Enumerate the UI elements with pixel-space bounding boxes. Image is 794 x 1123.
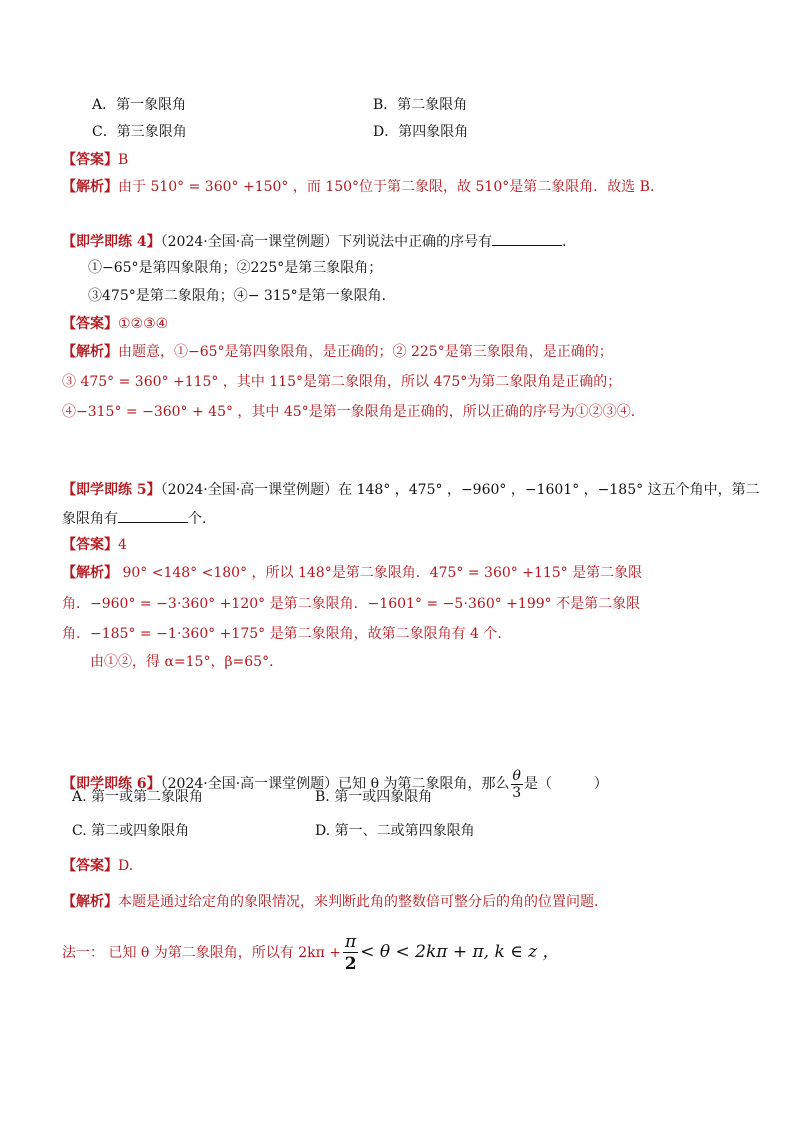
q6-answer: D. — [118, 858, 134, 874]
q6-source: （2024·全国·高一课堂例题） — [160, 776, 339, 792]
q4-stem: 下列说法中正确的序号有 — [338, 234, 493, 250]
q3-option-d: D．第四象限角 — [373, 124, 469, 140]
q5-stem-line — [62, 480, 760, 500]
fraction-numerator: θ — [512, 767, 521, 784]
q3-answer-line — [62, 150, 128, 170]
q4-analysis-1: 由题意，①−65°是第四象限角，是正确的；② 225°是第三象限角，是正确的； — [118, 344, 613, 360]
q6-method-a: 法一： 已知 θ 为第二象限角，所以有 2kπ + — [62, 945, 342, 961]
analysis-tag: 【解析】 — [62, 344, 118, 360]
q5-analysis-1: 90° <148° <180° ，所以 148°是第二象限角．475° = 360° +115° 是第二象限 — [118, 565, 643, 581]
theta-over-3-fraction — [511, 768, 523, 801]
q6-option-b: B. 第一或四象限角 — [315, 789, 433, 805]
fraction-numerator: π — [345, 931, 357, 952]
q6-method-b: < θ < 2kπ + π, k ∈ z ， — [360, 942, 560, 962]
q4-item-line-1: ①−65°是第四象限角；②225°是第三象限角； — [88, 260, 383, 276]
q4-tag: 【即学即练 4】 — [62, 234, 161, 250]
answer-tag: 【答案】 — [62, 316, 118, 332]
q4-analysis-line-1 — [62, 342, 613, 362]
q3-option-a: A．第一象限角 — [92, 97, 187, 113]
fraction-denominator: 2 — [344, 953, 357, 974]
q5-analysis-line-4: 由①②，得 α=15°，β=65°． — [90, 654, 284, 670]
q5-analysis-line-3: 角．−185° = −1⋅360° +175° 是第二象限角，故第二象限角有 4 个． — [62, 626, 512, 642]
answer-tag: 【答案】 — [62, 537, 118, 553]
q3-option-b: B．第二象限角 — [373, 97, 468, 113]
q5-source: （2024·全国·高一课堂例题） — [160, 482, 339, 498]
answer-tag: 【答案】 — [62, 152, 118, 168]
pi-over-2-fraction — [343, 932, 358, 975]
q4-item-line-2: ③475°是第二象限角；④− 315°是第一象限角． — [88, 288, 396, 304]
q3-answer: B — [118, 152, 129, 168]
q4-answer-line — [62, 314, 168, 334]
q6-tag: 【即学即练 6】 — [62, 776, 161, 792]
q6-stem-b: 是（ ） — [523, 776, 608, 792]
q6-stem-a: 已知 θ 为第二象限角，那么 — [338, 776, 510, 792]
q3-analysis-line — [62, 177, 664, 197]
q3-option-c: C．第三象限角 — [92, 124, 187, 140]
q6-method-line — [62, 924, 560, 980]
q5-stem-2a: 象限角有 — [62, 511, 118, 527]
q4-stem-end: ． — [562, 234, 577, 250]
q4-stem-line — [62, 231, 576, 252]
q6-analysis-line — [62, 892, 598, 912]
q4-answer: ①②③④ — [118, 316, 169, 332]
q3-analysis: 由于 510° = 360° +150° ，而 150°位于第二象限，故 510°是第二象限角．故选 B． — [118, 179, 664, 195]
q5-analysis-line-2: 角．−960° = −3⋅360° +120° 是第二象限角．−1601° = −5⋅360° +199° 不是第二象限 — [62, 596, 641, 612]
q5-tag: 【即学即练 5】 — [62, 482, 161, 498]
analysis-tag: 【解析】 — [62, 894, 118, 910]
q6-option-a: A. 第一或第二象限角 — [72, 789, 204, 805]
analysis-tag: 【解析】 — [62, 565, 118, 581]
q5-stem: 在 148° ，475° ，−960° ，−1601° ，−185° 这五个角中，第二 — [338, 482, 760, 498]
q5-answer: 4 — [118, 537, 127, 553]
analysis-tag: 【解析】 — [62, 179, 118, 195]
q4-blank — [492, 231, 562, 246]
q5-answer-line — [62, 535, 127, 555]
fraction-denominator: 3 — [512, 784, 522, 801]
answer-tag: 【答案】 — [62, 858, 118, 874]
q5-stem-2b: 个． — [188, 511, 216, 527]
q6-option-d: D. 第一、二或第四象限角 — [315, 823, 475, 839]
q6-analysis: 本题是通过给定角的象限情况，来判断此角的整数倍可整分后的角的位置问题. — [118, 894, 599, 910]
q6-option-c: C. 第二或四象限角 — [72, 823, 190, 839]
q5-stem-line-2 — [62, 508, 216, 529]
q5-analysis-line-1 — [62, 563, 642, 583]
q4-analysis-line-3: ④−315° = −360° + 45° ，其中 45°是第一象限角是正确的，所以正确的序号为①②③④． — [62, 404, 645, 420]
q4-analysis-line-2: ③ 475° = 360° +115° ，其中 115°是第二象限角，所以 475°为第二象限角是正确的； — [62, 374, 622, 390]
q6-answer-line — [62, 856, 133, 876]
q4-source: （2024·全国·高一课堂例题） — [160, 234, 339, 250]
q5-blank — [118, 508, 188, 523]
